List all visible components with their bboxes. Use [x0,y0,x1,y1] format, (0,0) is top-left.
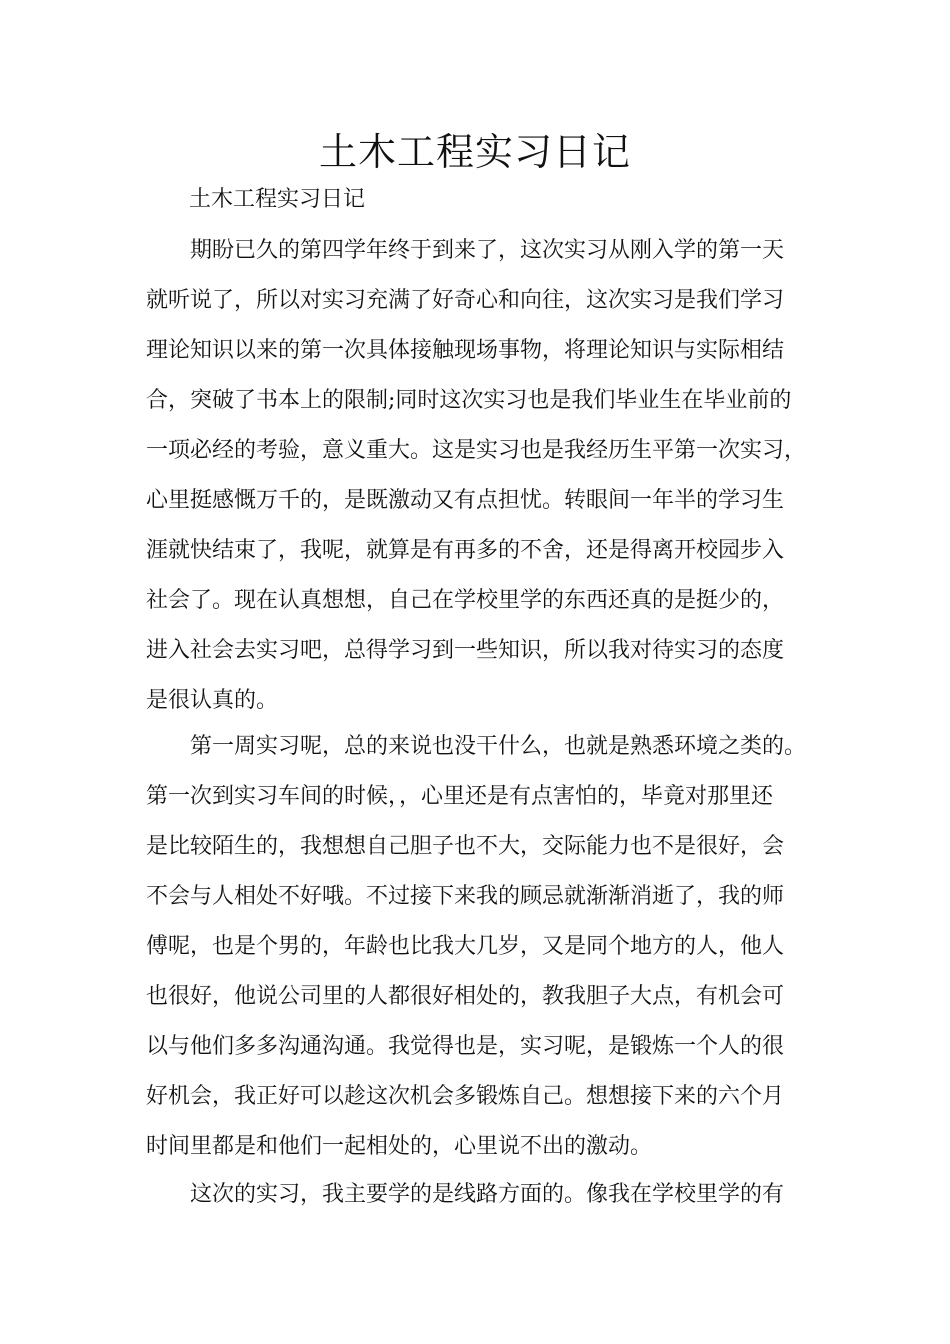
paragraph-line: 这次的实习，我主要学的是线路方面的。像我在学校里学的有 [190,1182,785,1207]
paragraph-3 [146,1170,826,1220]
paragraph-line: 时间里都是和他们一起相处的，心里说不出的激动。 [146,1134,653,1159]
paragraph-line: 心里挺感慨万千的，是既激动又有点担忧。转眼间一年半的学习生 [146,488,785,513]
paragraph-line: 进入社会去实习吧，总得学习到一些知识，所以我对待实习的态度 [146,638,785,663]
paragraph-line: 第一次到实习车间的时候，，心里还是有点害怕的，毕竟对那里还 [146,784,774,809]
paragraph-line: 就听说了，所以对实习充满了好奇心和向往，这次实习是我们学习 [146,288,785,313]
paragraph-line: 以与他们多多沟通沟通。我觉得也是，实习呢，是锻炼一个人的很 [146,1034,785,1059]
paragraph-line: 合，突破了书本上的限制;同时这次实习也是我们毕业生在毕业前的 [146,388,792,413]
paragraph-line: 第一周实习呢，总的来说也没干什么，也就是熟悉环境之类的。 [190,734,807,759]
paragraph-line: 涯就快结束了，我呢，就算是有再多的不舍，还是得离开校园步入 [146,538,785,563]
document-subtitle: 土木工程实习日记 [189,187,366,212]
paragraph-1 [146,226,826,726]
paragraph-2 [146,722,826,1172]
paragraph-line: 社会了。现在认真想想，自己在学校里学的东西还真的是挺少的， [146,588,785,613]
paragraph-line: 一项必经的考验，意义重大。这是实习也是我经历生平第一次实习， [146,438,807,463]
paragraph-line: 好机会，我正好可以趁这次机会多锻炼自己。想想接下来的六个月 [146,1084,785,1109]
document-title: 土木工程实习日记 [318,130,631,174]
paragraph-line: 傅呢，也是个男的，年龄也比我大几岁，又是同个地方的人，他人 [146,934,785,959]
paragraph-line: 理论知识以来的第一次具体接触现场事物，将理论知识与实际相结 [146,338,785,363]
paragraph-line: 也很好，他说公司里的人都很好相处的，教我胆子大点，有机会可 [146,984,785,1009]
paragraph-line: 不会与人相处不好哦。不过接下来我的顾忌就渐渐消逝了，我的师 [146,884,785,909]
paragraph-line: 期盼已久的第四学年终于到来了，这次实习从刚入学的第一天 [190,238,785,263]
paragraph-line: 是比较陌生的，我想想自己胆子也不大，交际能力也不是很好，会 [146,834,785,859]
paragraph-line: 是很认真的。 [146,688,279,713]
